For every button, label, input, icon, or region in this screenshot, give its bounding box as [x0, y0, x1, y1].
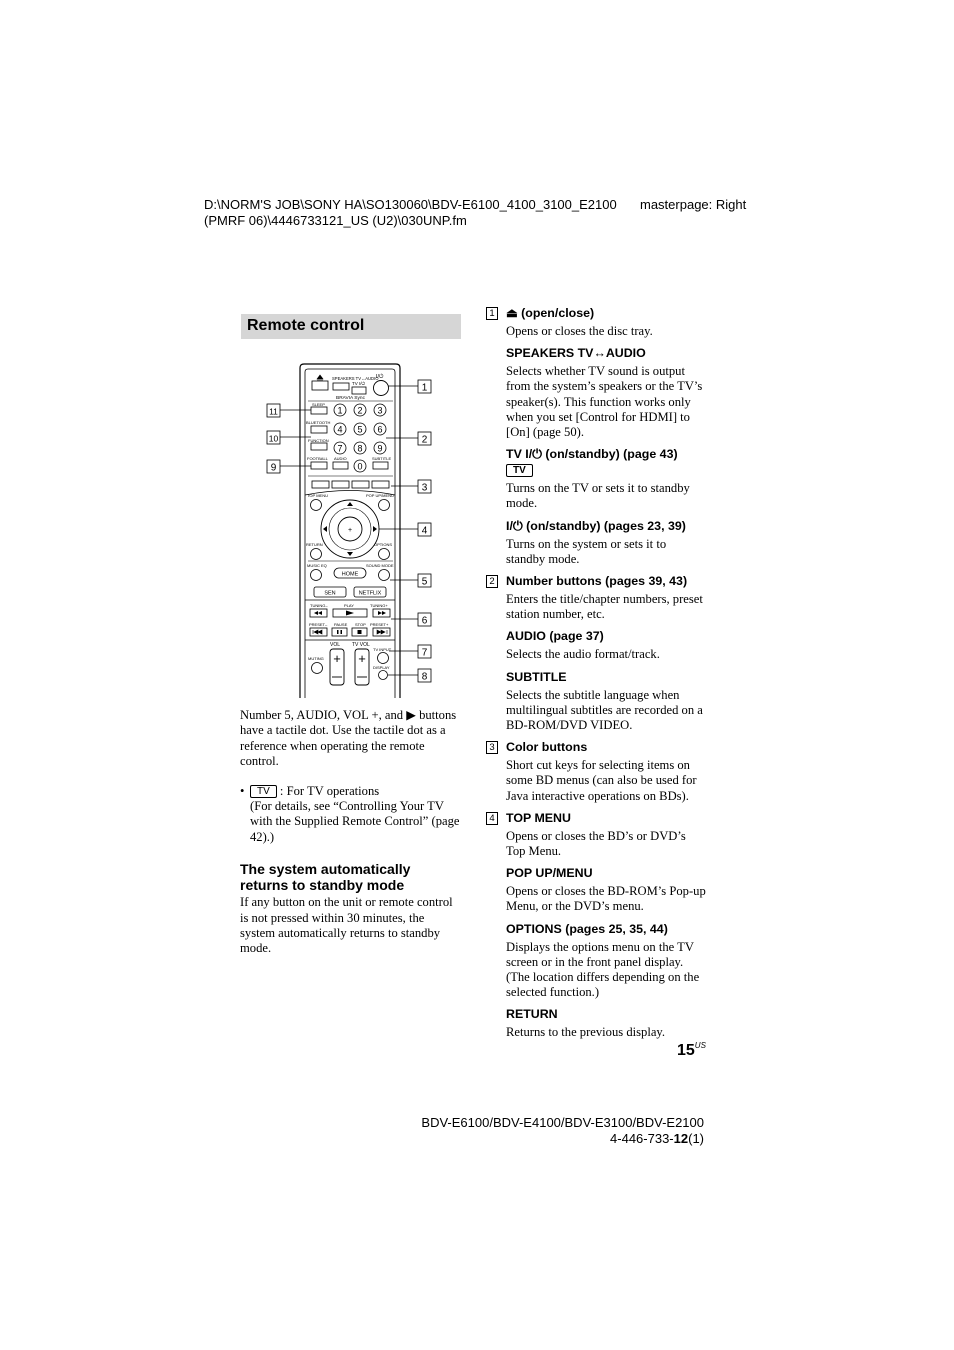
item-heading: SUBTITLE — [506, 669, 567, 684]
digit-5: 5 — [357, 424, 363, 435]
pop-up-menu-label: POP UP/MENU — [366, 493, 394, 498]
subtitle-label: SUBTITLE — [372, 456, 392, 461]
svg-text:+: + — [333, 651, 341, 666]
item-description: Short cut keys for selecting items on some BD menus (can also be used for Java interactive operations on BDs). — [506, 758, 697, 803]
right-column — [486, 306, 708, 1041]
power-label: I/⏻ — [376, 374, 384, 380]
callout-6: 6 — [421, 615, 428, 627]
digit-7: 7 — [337, 443, 343, 454]
enter-plus: + — [347, 527, 353, 534]
item-4 — [486, 811, 708, 1041]
return-label: RETURN — [306, 542, 323, 547]
item-heading: AUDIO (page 37) — [506, 629, 604, 644]
item-2 — [486, 574, 708, 733]
item-heading: SPEAKERS TV↔AUDIO — [506, 346, 646, 361]
stop-icon — [358, 630, 362, 634]
item-number-1: 1 — [486, 307, 498, 320]
callout-7: 7 — [421, 647, 428, 659]
item-description: Selects the audio format/track. — [506, 647, 660, 662]
digit-4: 4 — [337, 424, 343, 435]
item-description: Displays the options menu on the TV screen or in the front panel display. (The location differs depending on the selected function.) — [506, 939, 700, 1000]
tuning-plus-label: TUNING+ — [370, 603, 388, 608]
tuning-minus-label: TUNING– — [310, 603, 328, 608]
options-label: OPTIONS — [374, 542, 393, 547]
netflix-label: NETFLIX — [358, 590, 382, 597]
speakers-label: SPEAKERS TV↔AUDIO — [332, 376, 379, 381]
item-description: Returns to the previous display. — [506, 1025, 666, 1040]
function-label: FUNCTION — [308, 438, 329, 443]
section-title-bar — [241, 314, 461, 339]
model-list: BDV-E6100/BDV-E4100/BDV-E3100/BDV-E2100 — [421, 1115, 704, 1130]
sleep-label: SLEEP — [312, 402, 325, 407]
page-number: $15^{US}$ — [677, 1041, 706, 1059]
tv-button-glyph: TV — [250, 785, 277, 798]
bullet-mark: • — [240, 783, 245, 798]
muting-label: MUTING — [308, 656, 324, 661]
pause-label: PAUSE — [334, 622, 348, 627]
item-heading: ⏏ (open/close) — [506, 306, 595, 320]
svg-text:+: + — [358, 651, 366, 666]
callout-1: 1 — [421, 382, 428, 394]
digit-8: 8 — [357, 443, 363, 454]
callout-5: 5 — [421, 576, 428, 588]
item-1 — [486, 306, 708, 567]
file-header — [204, 197, 764, 229]
callout-11: 11 — [269, 406, 278, 417]
top-menu-label: TOP MENU — [307, 493, 328, 498]
file-path-line-2: (PMRF 06)\4446733121_US (U2)\030UNP.fm — [204, 213, 467, 228]
item-heading: Number buttons (pages 39, 43) — [506, 574, 688, 589]
tv-operations-note: : For TV operations — [276, 783, 380, 798]
item-heading: I/⏻ (on/standby) (pages 23, 39) — [506, 518, 686, 533]
tv-bullet — [240, 784, 462, 846]
preset-minus-label: PRESET– — [309, 622, 328, 627]
item-description: Turns on the system or sets it to standby mode. — [506, 536, 667, 566]
masterpage-label: masterpage: Right — [640, 197, 747, 212]
digit-3: 3 — [377, 405, 383, 416]
standby-text: If any button on the unit or remote control is not pressed within 30 minutes, the system automatically returns to standby mode. — [240, 895, 453, 956]
digit-9: 9 — [377, 443, 383, 454]
audio-label: AUDIO — [334, 456, 347, 461]
item-heading: RETURN — [506, 1007, 558, 1022]
music-eq-label: MUSIC EQ — [307, 563, 327, 568]
item-description: Turns on the TV or sets it to standby mode. — [506, 481, 690, 511]
item-heading: OPTIONS (pages 25, 35, 44) — [506, 921, 668, 936]
play-label: PLAY — [344, 603, 354, 608]
tv-details-note: (For details, see “Controlling Your TV with the Supplied Remote Control” (page 42).) — [250, 799, 460, 844]
home-label: HOME — [341, 571, 359, 578]
callout-9: 9 — [270, 462, 277, 474]
item-description: Selects the subtitle language when multilingual subtitles are recorded on a BD-ROM/DVD VIDEO. — [506, 687, 703, 733]
remote-control-illustration — [266, 362, 436, 698]
item-description: Opens or closes the disc tray. — [506, 324, 653, 338]
item-number-2: 2 — [486, 575, 498, 588]
sen-label: SEN — [324, 590, 336, 597]
preset-plus-label: PRESET+ — [370, 622, 389, 627]
footer — [420, 1115, 704, 1147]
display-label: DISPLAY — [373, 665, 390, 670]
item-heading: Color buttons — [506, 740, 588, 755]
digit-2: 2 — [357, 405, 363, 416]
callout-2: 2 — [421, 434, 428, 446]
item-3 — [486, 740, 708, 804]
vol-label: VOL — [330, 642, 341, 648]
callout-3: 3 — [421, 482, 428, 494]
standby-heading: The system automatically returns to standby mode — [240, 861, 411, 894]
digit-6: 6 — [377, 424, 383, 435]
item-heading: POP UP/MENU — [506, 866, 593, 881]
tv-vol-label: TV VOL — [352, 642, 370, 648]
tactile-note: Number 5, AUDIO, VOL +, and ▶ buttons have a tactile dot. Use the tactile dot as a reference when operating the remote control. — [240, 708, 457, 769]
item-heading: TOP MENU — [506, 810, 571, 825]
item-heading: TV I/⏻ (on/standby) (page 43) — [506, 447, 678, 462]
football-label: FOOTBALL — [307, 456, 328, 461]
page-region-suffix: US — [694, 1041, 706, 1050]
item-number-3: 3 — [486, 741, 498, 754]
item-description: Enters the title/chapter numbers, preset station number, etc. — [506, 592, 703, 622]
callout-8: 8 — [421, 671, 428, 683]
left-column — [240, 708, 462, 957]
item-description: Opens or closes the BD’s or DVD’s Top Menu. — [506, 828, 686, 859]
stop-label: STOP — [355, 622, 366, 627]
item-number-4: 4 — [486, 812, 498, 825]
sound-mode-label: SOUND MODE — [366, 563, 394, 568]
item-description: Selects whether TV sound is output from the system’s speakers or the TV’s speaker(s). This function works only when you set [Control for HDMI] to [On] (page 50). — [506, 364, 703, 440]
callout-4: 4 — [421, 525, 428, 537]
document-code: 4-446-733-12(1) — [610, 1131, 704, 1146]
digit-1: 1 — [337, 405, 343, 416]
callout-10: 10 — [268, 433, 279, 444]
section-title: Remote control — [247, 317, 365, 334]
item-description: Opens or closes the BD-ROM’s Pop-up Menu, or the DVD’s menu. — [506, 884, 706, 914]
tv-power-label: TV I/⏻ — [352, 381, 366, 386]
bluetooth-label: BLUETOOTH — [306, 420, 331, 425]
tv-button-glyph: TV — [506, 464, 533, 477]
tv-input-label: TV INPUT — [373, 647, 392, 652]
digit-0: 0 — [357, 461, 363, 472]
file-path-line-1: D:\NORM'S JOB\SONY HA\SO130060\BDV-E6100_4100_3100_E2100 — [204, 197, 617, 212]
bravia-sync-label: BRAVIA Sync — [336, 396, 365, 401]
